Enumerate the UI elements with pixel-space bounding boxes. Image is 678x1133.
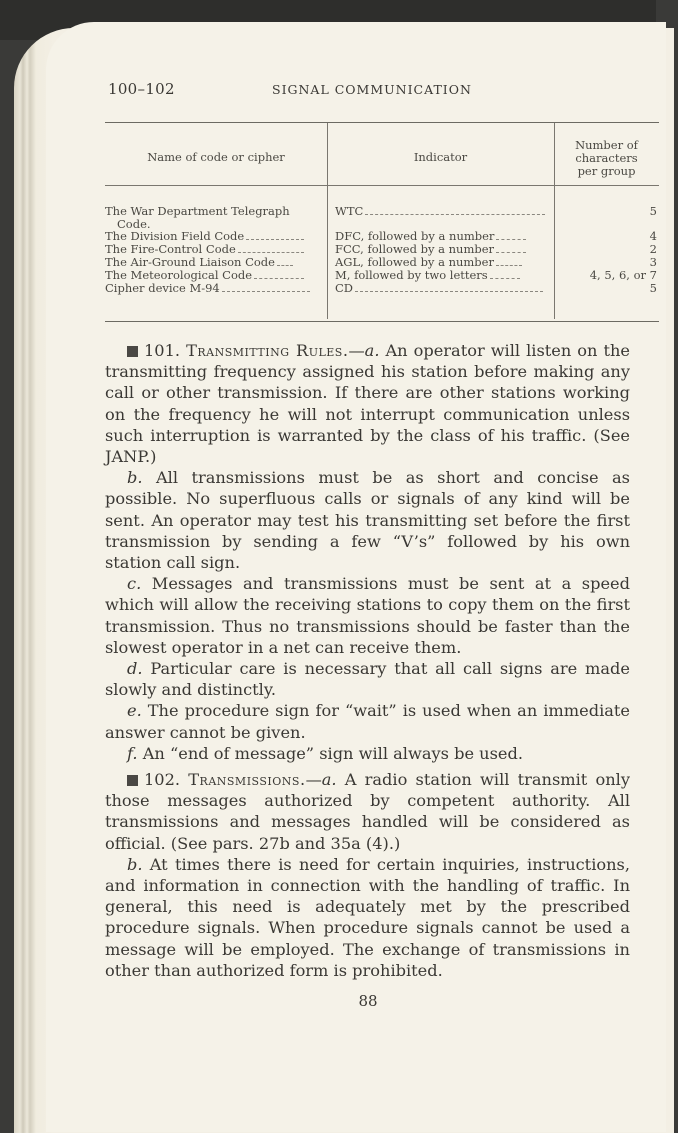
section-number: 102. [144,770,181,790]
section-heading: Transmissions. [188,770,306,790]
table-row-indicator: AGL, followed by a number [335,256,549,269]
table-row-number: 3 [649,255,657,269]
code-table [105,122,659,322]
body-text [105,340,630,981]
table-row-indicator: WTC [335,205,549,218]
table-row-number: 2 [649,242,657,256]
paragraph-101b: b. All transmissions must be as short and concise as possible. No superfluous calls or signals of any kind will be sent. An operator may test his transmitting set before the first transmission by sending a few “V’s” followed by his own station call sign. [105,468,630,573]
section-number: 101. [144,341,181,360]
paragraph-101a: 101. Transmitting Rules.—a. An operator will listen on the transmitting frequency assigned his station before making any call or other transmission. If there are other stations working on the frequency he will not interrupt communication unless such interruption is warranted by the class of his traffic. (See JANP.) [105,341,630,467]
section-heading: Transmitting Rules. [186,341,349,360]
book-page [46,22,666,1132]
table-header-number: Number of characters per group [575,138,638,178]
table-row-name: Cipher device M-94 [105,282,323,295]
running-title: SIGNAL COMMUNICATION [272,82,472,97]
table-row-name: The Meteorological Code [105,269,323,282]
table-row-name: The Division Field Code [105,230,323,243]
table-row-name: The Air-Ground Liaison Code [105,256,323,269]
table-row-name-cont: Code. [117,217,151,231]
table-row-number: 5 [649,281,657,295]
paragraph-102a: 102. Transmissions.—a. A radio station will transmit only those messages authorized by competent authority. All transmissions and messages handled will be considered as official. (See pars. 27b and 35a (4).) [105,770,630,853]
section-marker-icon [127,346,138,357]
paragraph-102b: b. At times there is need for certain inquiries, instructions, and information in connection with the handling of traffic. In general, this need is adequately met by the prescribed procedure signals. When procedure signals cannot be used a message will be employed. The exchange of transmissions in other than authorized form is prohibited. [105,854,630,980]
table-row-indicator: DFC, followed by a number [335,230,549,243]
table-row-indicator: M, followed by two letters [335,269,549,282]
paragraph-101d: d. Particular care is necessary that all call signs are made slowly and distinctly. [105,659,630,700]
table-row-number: 4 [649,229,657,243]
paragraph-101e: e. The procedure sign for “wait” is used when an immediate answer cannot be given. [105,701,630,742]
paragraph-101f: f. An “end of message” sign will always be used. [127,743,523,763]
table-row-name: The Fire-Control Code [105,243,323,256]
table-header-rule [105,185,659,186]
table-header-name: Name of code or cipher [147,150,285,164]
table-row-number: 5 [649,204,657,218]
table-row-name: The War Department Telegraph [105,204,290,218]
section-marker-icon [127,775,138,786]
table-header-indicator: Indicator [413,150,468,164]
page-range: 100–102 [108,80,175,98]
page-header [108,80,628,104]
table-row-indicator: FCC, followed by a number [335,243,549,256]
paragraph-101c: c. Messages and transmissions must be sent at a speed which will allow the receiving stations to copy them on the first transmission. Thus no transmissions should be faster than the slowest operator in a net can receive them. [105,574,630,657]
page-number: 88 [358,992,378,1010]
table-row-number: 4, 5, 6, or 7 [589,268,657,282]
table-row-indicator: CD [335,282,549,295]
